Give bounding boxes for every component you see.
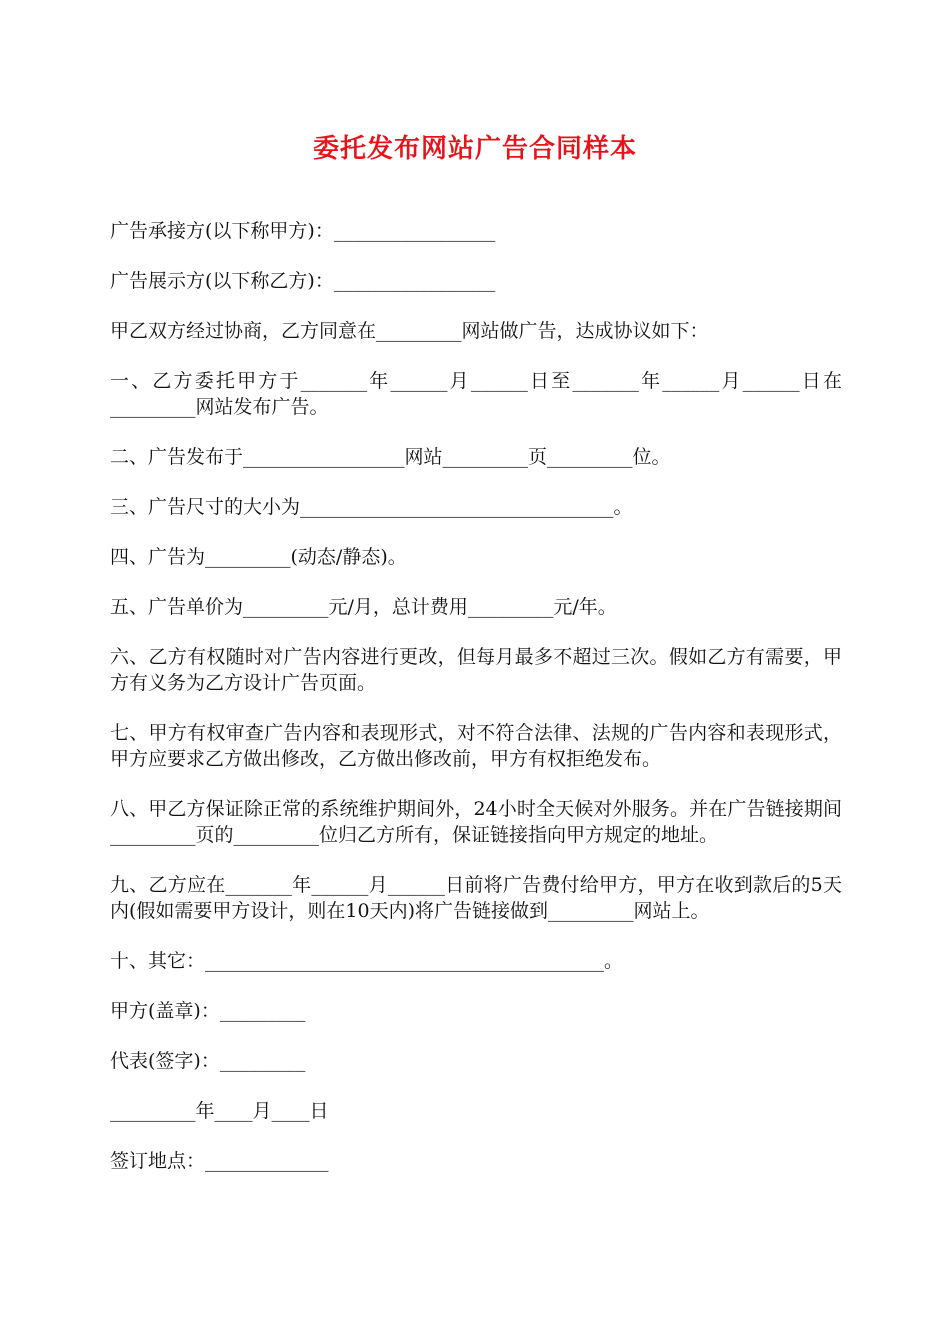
clause-3: 三、广告尺寸的大小为_________________________________。 bbox=[110, 496, 633, 518]
clause-4: 四、广告为_________(动态/静态)。 bbox=[110, 546, 407, 568]
clause-8: 八、甲乙方保证除正常的系统维护期间外，24小时全天候对外服务。并在广告链接期间_________页的_________位归乙方所有，保证链接指向甲方规定的地址。 bbox=[110, 798, 842, 846]
document-body bbox=[110, 218, 842, 1198]
date-line: _________年____月____日 bbox=[110, 1100, 329, 1122]
representative-signature-line: 代表(签字)：_________ bbox=[110, 1050, 306, 1072]
clause-5: 五、广告单价为_________元/月，总计费用_________元/年。 bbox=[110, 596, 617, 618]
clause-7: 七、甲方有权审查广告内容和表现形式，对不符合法律、法规的广告内容和表现形式，甲方应要求乙方做出修改，乙方做出修改前，甲方有权拒绝发布。 bbox=[110, 722, 842, 770]
clause-9: 九、乙方应在_______年______月______日前将广告费付给甲方，甲方在收到款后的5天内(假如需要甲方设计，则在10天内)将广告链接做到_________网站上。 bbox=[110, 874, 842, 922]
clause-2: 二、广告发布于_________________网站_________页_________位。 bbox=[110, 446, 671, 468]
party-b-line: 广告展示方(以下称乙方)：_________________ bbox=[110, 270, 496, 292]
clause-6: 六、乙方有权随时对广告内容进行更改，但每月最多不超过三次。假如乙方有需要，甲方有义务为乙方设计广告页面。 bbox=[110, 646, 842, 694]
agreement-intro: 甲乙双方经过协商，乙方同意在_________网站做广告，达成协议如下： bbox=[110, 320, 709, 342]
clause-10: 十、其它：__________________________________________。 bbox=[110, 950, 624, 972]
document-title: 委托发布网站广告合同样本 bbox=[312, 134, 637, 164]
signing-location-line: 签订地点：_____________ bbox=[110, 1150, 329, 1172]
party-a-line: 广告承接方(以下称甲方)：_________________ bbox=[110, 220, 496, 242]
party-a-seal-line: 甲方(盖章)：_________ bbox=[110, 1000, 306, 1022]
clause-1: 一、乙方委托甲方于_______年______月______日至_______年______月______日在_________网站发布广告。 bbox=[110, 370, 842, 418]
